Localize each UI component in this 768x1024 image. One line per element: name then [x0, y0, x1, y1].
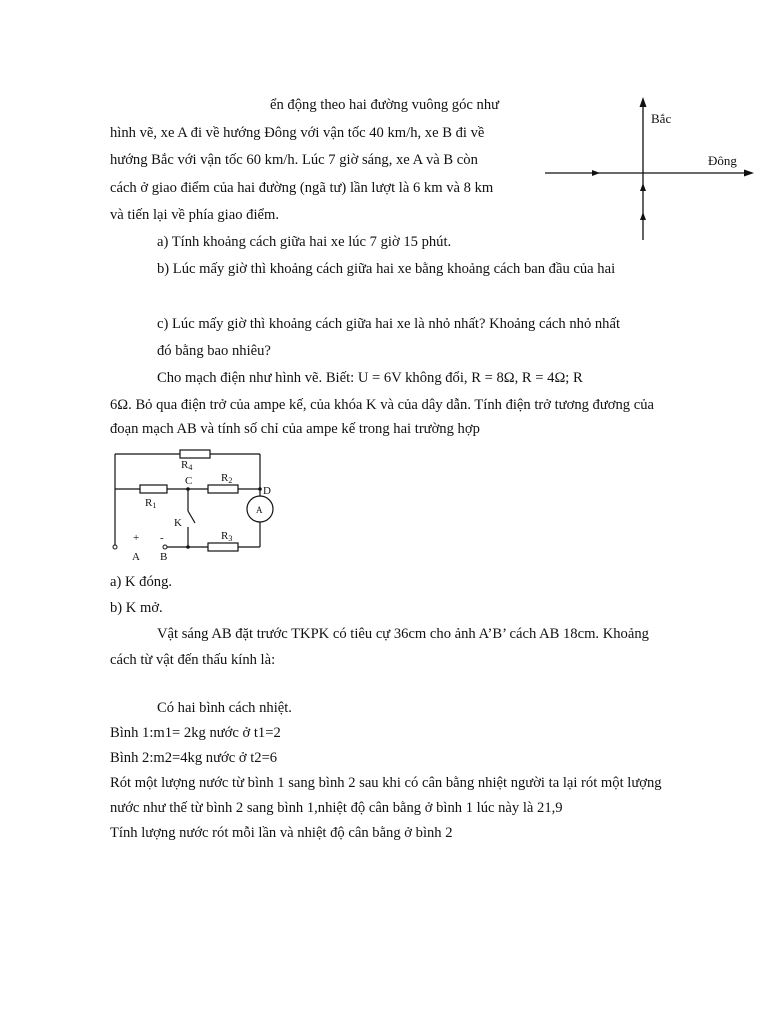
p3-line-2: cách từ vật đến thấu kính là: — [110, 652, 276, 668]
node-c-label: C — [185, 475, 193, 487]
p1-line-2: hình vẽ, xe A đi về hướng Đông với vận tốc 40 km/h, xe B đi về — [110, 125, 485, 141]
r3-label: R3 — [221, 530, 233, 543]
p3-line-1: Vật sáng AB đặt trước TKPK có tiêu cự 36cm cho ảnh A’B’ cách AB 18cm. Khoảng — [157, 626, 649, 642]
car-a-arrow-icon — [592, 170, 600, 176]
p2-case-b: b) K mở. — [110, 600, 163, 616]
p4-line-1: Có hai bình cách nhiệt. — [157, 700, 292, 716]
resistor-r4 — [180, 450, 210, 458]
east-label: Đông — [708, 153, 737, 168]
p4-line-4: Rót một lượng nước từ bình 1 sang bình 2 sau khi có cân bằng nhiệt người ta lại rót một lượng — [110, 775, 662, 791]
terminal-b — [163, 545, 167, 549]
p2-line-3: đoạn mạch AB và tính số chỉ của ampe kế trong hai trường hợp — [110, 421, 480, 437]
resistor-r2 — [208, 485, 238, 493]
p1-question-c-line1: c) Lúc mấy giờ thì khoảng cách giữa hai xe là nhỏ nhất? Khoảng cách nhỏ nhất — [157, 316, 621, 332]
car-b-path-arrow-icon — [640, 212, 646, 220]
p4-line-2: Bình 1:m1= 2kg nước ở t1=2 — [110, 725, 281, 741]
north-label: Bắc — [651, 111, 672, 126]
p1-question-b: b) Lúc mấy giờ thì khoảng cách giữa hai xe bằng khoảng cách ban đầu của hai — [157, 261, 616, 277]
p2-case-a: a) K đóng. — [110, 574, 173, 590]
p1-line-4: cách ở giao điểm của hai đường (ngã tư) lần lượt là 6 km và 8 km — [110, 180, 494, 196]
p1-line-3: hướng Bắc với vận tốc 60 km/h. Lúc 7 giờ sáng, xe A và B còn — [110, 152, 478, 168]
direction-diagram — [530, 95, 760, 245]
r4-label: R4 — [181, 459, 193, 472]
p4-line-5: nước như thế từ bình 2 sang bình 1,nhiệt độ cân bằng ở bình 1 lúc này là 21,9 — [110, 800, 563, 816]
p2-line-1: Cho mạch điện như hình vẽ. Biết: U = 6V không đổi, R = 8Ω, R = 4Ω; R — [157, 370, 583, 386]
p1-line-1: ển động theo hai đường vuông góc như — [270, 97, 500, 113]
terminal-a — [113, 545, 117, 549]
switch-label: K — [174, 517, 182, 529]
p1-line-5: và tiến lại về phía giao điểm. — [110, 207, 279, 223]
resistor-r1 — [140, 485, 167, 493]
north-arrowhead — [640, 97, 647, 107]
node-d-dot — [258, 487, 262, 491]
minus-sign: - — [160, 532, 164, 544]
plus-sign: + — [133, 532, 140, 544]
p1-question-a: a) Tính khoảng cách giữa hai xe lúc 7 giờ 15 phút. — [157, 234, 452, 250]
p2-line-2: 6Ω. Bỏ qua điện trở của ampe kế, của khóa K và của dây dẫn. Tính điện trở tương đương của — [110, 397, 654, 413]
r2-label: R2 — [221, 472, 233, 485]
p4-line-3: Bình 2:m2=4kg nước ở t2=6 — [110, 750, 278, 766]
car-b-arrow-icon — [640, 183, 646, 191]
circuit-diagram — [105, 445, 285, 565]
p4-line-6: Tính lượng nước rót mỗi lần và nhiệt độ cân bằng ở bình 2 — [110, 825, 453, 841]
r1-label: R1 — [145, 497, 157, 510]
node-c-dot — [186, 487, 190, 491]
switch-node-dot — [186, 545, 190, 549]
p1-question-c-line2: đó bằng bao nhiêu? — [157, 343, 271, 359]
node-d-label: D — [263, 485, 271, 497]
terminal-a-label: A — [132, 551, 140, 563]
ammeter-label: A — [256, 505, 263, 515]
terminal-b-label: B — [160, 551, 168, 563]
east-arrowhead — [744, 170, 754, 177]
resistor-r3 — [208, 543, 238, 551]
